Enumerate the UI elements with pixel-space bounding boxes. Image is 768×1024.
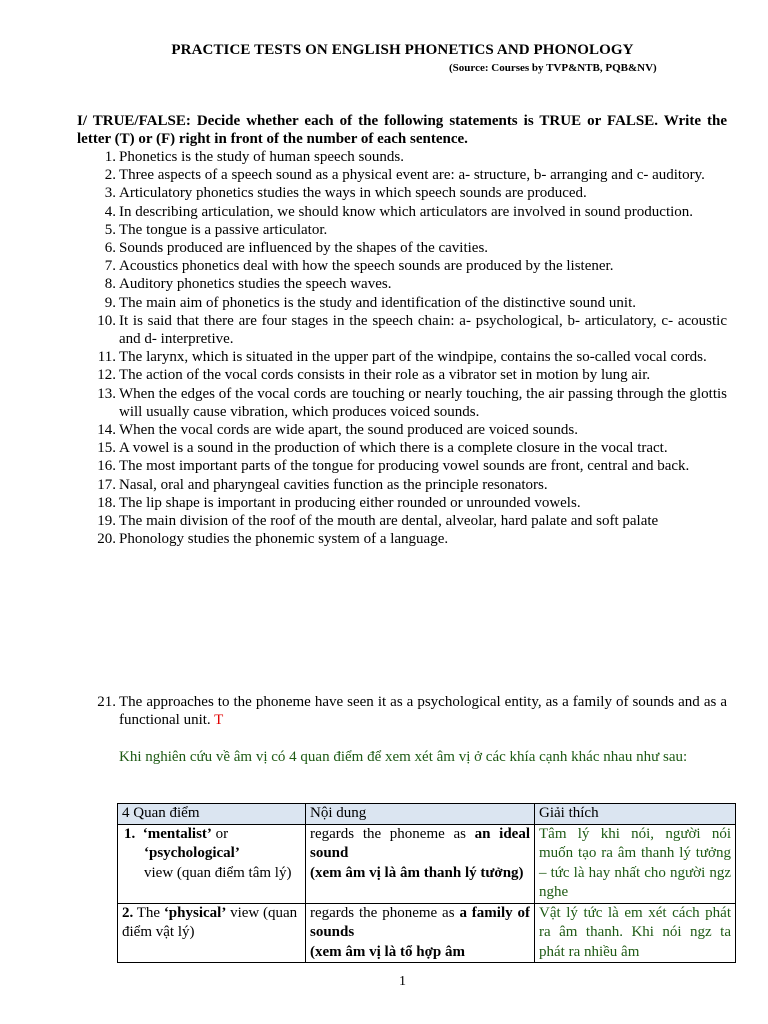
header-cell: 4 Quan điểm xyxy=(118,804,306,825)
document-title: PRACTICE TESTS ON ENGLISH PHONETICS AND PHONOLOGY xyxy=(171,42,634,58)
statement-list-continued xyxy=(77,693,727,729)
list-item: 14. When the vocal cords are wide apart, the sound produced are voiced sounds. xyxy=(97,422,579,439)
list-item: 8. Auditory phonetics studies the speech waves. xyxy=(104,276,392,293)
list-item: 17. Nasal, oral and pharyngeal cavities function as the principle resonators. xyxy=(97,476,548,493)
content-cell: regards the phoneme as a family of sounds (xem âm vị là tổ hợp âm xyxy=(306,903,535,962)
list-item: 20. Phonology studies the phonemic system of a language. xyxy=(97,531,449,548)
list-item: 18. The lip shape is important in producing either rounded or unrounded vowels. xyxy=(97,494,581,511)
view-cell: 1. ‘mentalist’ or ‘psychological’ view (quan điểm tâm lý) xyxy=(118,824,306,903)
statement-list xyxy=(77,148,727,548)
vietnamese-note: Khi nghiên cứu về âm vị có 4 quan điểm để xem xét âm vị ở các khía cạnh khác nhau như sau: xyxy=(119,749,688,765)
list-item: 1. Phonetics is the study of human speech sounds. xyxy=(104,149,404,165)
view-cell: 2. The ‘physical’ view (quan điểm vật lý) xyxy=(118,903,306,962)
list-item: 15. A vowel is a sound in the production of which there is a complete closure in the vocal tract. xyxy=(97,440,668,457)
header-cell: Giải thích xyxy=(535,804,736,825)
page-number: 1 xyxy=(399,974,406,989)
table-header-row xyxy=(118,804,736,825)
list-item: 11. The larynx, which is situated in the upper part of the windpipe, contains the so-called vocal cords. xyxy=(97,349,707,366)
header-cell: Nội dung xyxy=(306,804,535,825)
section-heading: I/ TRUE/FALSE: Decide whether each of the following statements is TRUE or FALSE. Write the letter (T) or (F) right in front of the number of each sentence. xyxy=(77,113,727,147)
list-item: 19. The main division of the roof of the mouth are dental, alveolar, hard palate and soft palate xyxy=(97,513,659,530)
list-item: 7. Acoustics phonetics deal with how the speech sounds are produced by the listener. xyxy=(104,258,614,275)
answer-mark: T xyxy=(214,712,224,729)
table-row xyxy=(118,903,736,962)
content-cell: regards the phoneme as an ideal sound (xem âm vị là âm thanh lý tưởng) xyxy=(306,824,535,903)
table-row xyxy=(118,824,736,903)
list-item: 5. The tongue is a passive articulator. xyxy=(104,221,328,238)
phoneme-views-table xyxy=(117,803,736,963)
list-item: 6. Sounds produced are influenced by the shapes of the cavities. xyxy=(104,240,489,257)
list-item: 4. In describing articulation, we should know which articulators are involved in sound production. xyxy=(104,203,694,220)
list-item: 3. Articulatory phonetics studies the ways in which speech sounds are produced. xyxy=(104,185,587,202)
list-item: 9. The main aim of phonetics is the study and identification of the distinctive sound unit. xyxy=(104,294,636,311)
source-note: (Source: Courses by TVP&NTB, PQB&NV) xyxy=(449,62,657,74)
explanation-cell: Vật lý tức là em xét cách phát ra âm thanh. Khi nói ngz ta phát ra nhiều âm xyxy=(535,903,736,962)
list-item: 16. The most important parts of the tongue for producing vowel sounds are front, central and back. xyxy=(97,458,690,475)
list-item: 10. It is said that there are four stages in the speech chain: a- psychological, b- articulatory, c- acoustic and d- interpretive. xyxy=(97,312,727,348)
explanation-cell: Tâm lý khi nói, người nói muốn tạo ra âm thanh lý tưởng – tức là hay nhất cho người ngz nghe xyxy=(535,824,736,903)
list-item: 13. When the edges of the vocal cords are touching or nearly touching, the air passing through the glottis will usually cause vibration, which produces voiced sounds. xyxy=(97,385,727,420)
list-item: 2. Three aspects of a speech sound as a physical event are: a- structure, b- arranging and c- auditory. xyxy=(104,167,705,184)
list-item: 12. The action of the vocal cords consists in their role as a vibrator set in motion by lung air. xyxy=(97,367,651,384)
list-item: 21. The approaches to the phoneme have seen it as a psychological entity, as a family of sounds and as a functional unit. T xyxy=(97,694,727,729)
